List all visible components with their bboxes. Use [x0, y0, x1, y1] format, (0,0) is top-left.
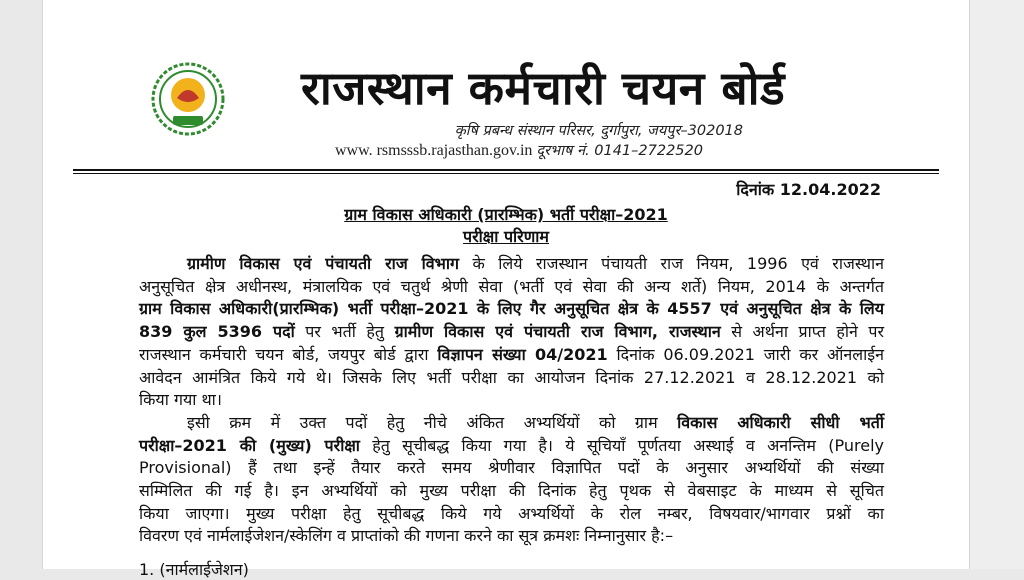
board-title: राजस्थान कर्मचारी चयन बोर्ड	[301, 61, 786, 115]
rsmssb-logo	[151, 62, 225, 136]
document-page	[42, 0, 970, 579]
body-line: Provisional) हैं तथा इन्हें तैयार करते समय श्रेणीवार विज्ञापित पदों के अनुसार अभ्यर्थियों की संख्या	[139, 458, 884, 478]
viewer-background	[969, 0, 1024, 569]
body-line: परीक्षा–2021 की (मुख्य) परीक्षा हेतु सूचीबद्ध किया गया है। ये सूचियाँ पूर्णतया अस्थाई व अनन्तिम (Purely	[139, 435, 884, 455]
body-line: किया जाएगा। मुख्य परीक्षा हेतु सूचीबद्ध किये गये अभ्यर्थियों के रोल नम्बर, विषयवार/भागवार प्रश्नों का	[139, 503, 884, 523]
website-link[interactable]: www. rsmsssb.rajasthan.gov.in	[334, 142, 533, 159]
header-divider	[73, 169, 939, 171]
notice-heading: ग्राम विकास अधिकारी (प्रारम्भिक) भर्ती परीक्षा–2021	[344, 205, 668, 224]
body-line: इसी क्रम में उक्त पदों हेतु नीचे अंकित अभ्यर्थियों को ग्राम विकास अधिकारी सीधी भर्ती	[187, 412, 884, 432]
body-line: ग्रामीण विकास एवं पंचायती राज विभाग के लिये राजस्थान पंचायती राज नियम, 1996 एवं राजस्थान	[187, 254, 884, 273]
body-line: सम्मिलित की गई है। इन अभ्यर्थियों को मुख्य परीक्षा की दिनांक हेतु पृथक से वेबसाइट के माध्यम से सूचित	[139, 481, 884, 501]
board-address: कृषि प्रबन्ध संस्थान परिसर, दुर्गापुरा, जयपुर–302018	[454, 123, 743, 139]
body-line: 839 कुल 5396 पदों पर भर्ती हेतु ग्रामीण विकास एवं पंचायती राज विभाग, राजस्थान से अर्थना प्राप्त होने पर	[139, 322, 884, 342]
header-divider-thin	[73, 173, 939, 174]
body-line: राजस्थान कर्मचारी चयन बोर्ड, जयपुर बोर्ड द्वारा विज्ञापन संख्या 04/2021 दिनांक 06.09.2021 जारी कर ऑनलाईन	[139, 344, 884, 364]
body-line: किया गया था।	[139, 390, 222, 410]
phone-number: दूरभाष नं. 0141–2722520	[536, 143, 703, 159]
cut-off-line: 1. (नार्मलाईजेशन)	[139, 560, 249, 579]
notice-body	[139, 253, 884, 548]
notice-subheading: परीक्षा परिणाम	[462, 227, 550, 246]
contact-line	[323, 140, 703, 160]
body-line: ग्राम विकास अधिकारी(प्रारम्भिक) भर्ती परीक्षा–2021 के लिए गैर अनुसूचित क्षेत्र के 4557 एवं अनुसूचित क्षेत्र के लिय	[139, 299, 884, 319]
notice-date: दिनांक 12.04.2022	[736, 180, 881, 199]
body-line: अनुसूचित क्षेत्र अधीनस्थ, मंत्रालयिक एवं चतुर्थ श्रेणी सेवा (भर्ती एवं सेवा की अन्य शर्ते) नियम, 2014 के अन्तर्गत	[139, 276, 884, 296]
body-line: विवरण एवं नार्मलाईजेशन/स्केलिंग व प्राप्तांको की गणना करने का सूत्र क्रमशः निम्नानुसार है:–	[139, 526, 674, 546]
body-line: आवेदन आमंत्रित किये गये थे। जिसके लिए भर्ती परीक्षा का आयोजन दिनांक 27.12.2021 व 28.12.2021 को	[139, 367, 884, 387]
